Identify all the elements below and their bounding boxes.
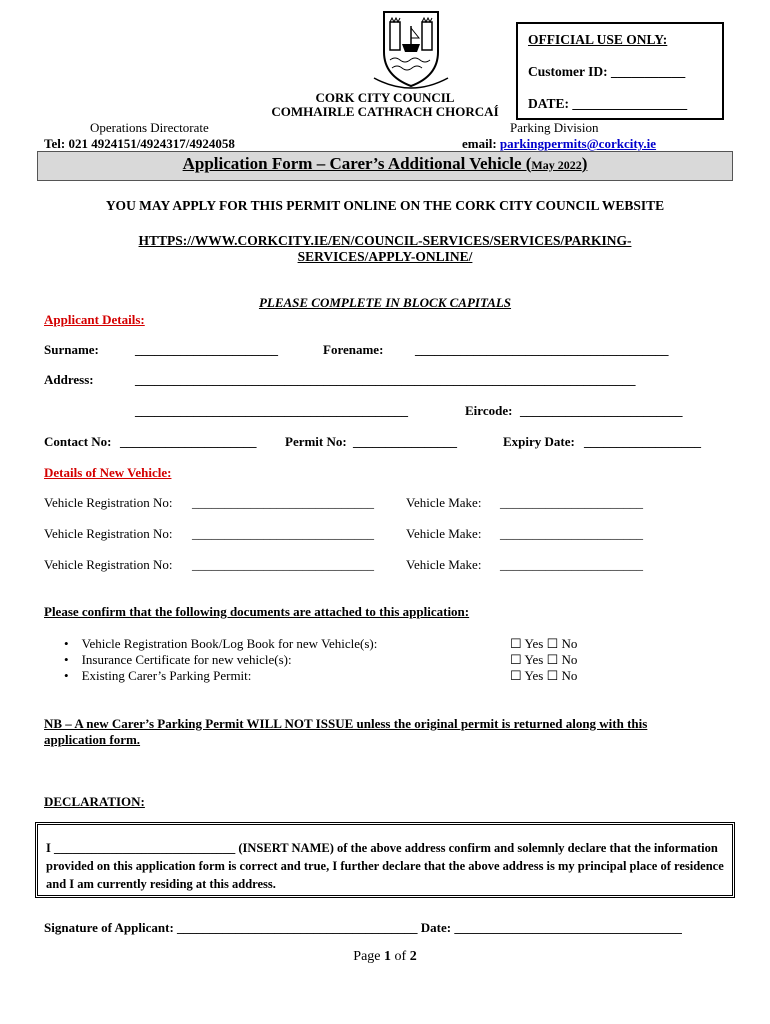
operations-directorate: Operations Directorate [90, 120, 209, 135]
no-label: No [561, 652, 578, 667]
eircode-field[interactable]: _________________________ [520, 403, 683, 418]
online-url-line2[interactable]: SERVICES/APPLY-ONLINE/ [297, 249, 473, 264]
official-date-field[interactable]: DATE: _________________ [528, 96, 688, 111]
document-choice [510, 652, 577, 668]
nb-notice-line2: application form. [44, 732, 141, 747]
online-url-line1[interactable]: HTTPS://WWW.CORKCITY.IE/EN/COUNCIL-SERVICES/SERVICES/PARKING- [138, 233, 632, 248]
forename-label: Forename: [323, 342, 384, 357]
bullet-icon: • [64, 652, 69, 667]
email-line [462, 136, 656, 152]
yes-checkbox[interactable]: ☐ [510, 652, 522, 667]
page-number [0, 949, 770, 965]
vehicle-reg-label: Vehicle Registration No: [44, 526, 173, 541]
surname-label: Surname: [44, 342, 99, 357]
applicant-details-heading: Applicant Details: [44, 312, 145, 327]
document-item [64, 668, 251, 684]
vehicle-reg-field[interactable]: ____________________________ [192, 495, 374, 510]
nb-notice-line1: NB – A new Carer’s Parking Permit WILL NOT ISSUE unless the original permit is returned along with this [44, 716, 648, 731]
form-title-text: Application Form – Carer’s Additional Vehicle ( [182, 154, 532, 173]
council-name: CORK CITY COUNCIL [315, 90, 455, 105]
address-label: Address: [44, 372, 94, 387]
vehicle-make-field[interactable]: ______________________ [500, 526, 643, 541]
contact-label: Contact No: [44, 434, 112, 449]
document-item [64, 636, 377, 652]
customer-id-field[interactable]: Customer ID: ___________ [528, 64, 686, 79]
address-field-line2[interactable]: __________________________________________ [135, 403, 408, 418]
vehicle-reg-field[interactable]: ____________________________ [192, 557, 374, 572]
email-link[interactable]: parkingpermits@corkcity.ie [499, 136, 657, 151]
yes-label: Yes [524, 668, 544, 683]
form-title [38, 154, 732, 174]
vehicle-make-label: Vehicle Make: [406, 495, 482, 510]
no-checkbox[interactable]: ☐ [546, 668, 559, 683]
no-checkbox[interactable]: ☐ [546, 652, 559, 667]
online-notice: YOU MAY APPLY FOR THIS PERMIT ONLINE ON THE CORK CITY COUNCIL WEBSITE [105, 198, 665, 213]
page-current: 1 [384, 949, 392, 964]
council-name-irish: COMHAIRLE CATHRACH CHORCAÍ [271, 104, 499, 119]
no-label: No [561, 668, 578, 683]
no-label: No [561, 636, 578, 651]
address-field-line1[interactable]: _____________________________________________________________________________ [135, 372, 636, 387]
contact-field[interactable]: _____________________ [120, 434, 257, 449]
vehicle-reg-label: Vehicle Registration No: [44, 557, 173, 572]
yes-label: Yes [524, 652, 544, 667]
form-title-date: May 2022 [531, 158, 582, 172]
permit-label: Permit No: [285, 434, 347, 449]
vehicle-make-field[interactable]: ______________________ [500, 557, 643, 572]
eircode-label: Eircode: [465, 403, 513, 418]
signature-date-field[interactable]: ___________________________________ [454, 920, 682, 935]
declaration-box [35, 822, 735, 898]
form-title-bar [37, 151, 733, 181]
council-crest-logo [372, 8, 450, 90]
signature-label: Signature of Applicant: [44, 920, 174, 935]
block-capitals-note: PLEASE COMPLETE IN BLOCK CAPITALS [258, 295, 512, 310]
vehicle-reg-label: Vehicle Registration No: [44, 495, 173, 510]
yes-label: Yes [524, 636, 544, 651]
expiry-field[interactable]: __________________ [584, 434, 701, 449]
official-use-title: OFFICIAL USE ONLY: [528, 32, 668, 47]
vehicle-make-label: Vehicle Make: [406, 526, 482, 541]
yes-checkbox[interactable]: ☐ [510, 636, 522, 651]
vehicle-make-label: Vehicle Make: [406, 557, 482, 572]
signature-row [44, 920, 682, 936]
forename-field[interactable]: _______________________________________ [415, 342, 669, 357]
of-word: of [394, 949, 407, 964]
bullet-icon: • [64, 636, 69, 651]
vehicle-make-field[interactable]: ______________________ [500, 495, 643, 510]
page-word: Page [353, 949, 381, 964]
signature-field[interactable]: _____________________________________ [177, 920, 418, 935]
new-vehicle-heading: Details of New Vehicle: [44, 465, 172, 480]
no-checkbox[interactable]: ☐ [546, 636, 559, 651]
email-label: email: [462, 136, 497, 151]
document-label: Insurance Certificate for new vehicle(s): [81, 652, 292, 667]
document-item [64, 652, 292, 668]
yes-checkbox[interactable]: ☐ [510, 668, 522, 683]
surname-field[interactable]: ______________________ [135, 342, 278, 357]
vehicle-reg-field[interactable]: ____________________________ [192, 526, 374, 541]
expiry-label: Expiry Date: [503, 434, 575, 449]
bullet-icon: • [64, 668, 69, 683]
documents-heading: Please confirm that the following documents are attached to this application: [44, 604, 470, 619]
signature-date-label: Date: [420, 920, 452, 935]
document-label: Existing Carer’s Parking Permit: [81, 668, 252, 683]
parking-division: Parking Division [510, 120, 599, 135]
declaration-heading: DECLARATION: [44, 794, 145, 809]
page-total: 2 [409, 949, 417, 964]
document-label: Vehicle Registration Book/Log Book for new Vehicle(s): [81, 636, 378, 651]
permit-field[interactable]: ________________ [353, 434, 457, 449]
document-choice [510, 668, 577, 684]
declaration-text: I _____________________________ (INSERT NAME) of the above address confirm and solemnly declare that the information provided on this application form is correct and true, I further declare that the above address is my principal place of residence and I am currently residing at this address. [46, 841, 724, 891]
form-title-close: ) [581, 154, 588, 173]
telephone-numbers: Tel: 021 4924151/4924317/4924058 [44, 136, 235, 151]
document-choice [510, 636, 577, 652]
official-use-box [516, 22, 724, 120]
